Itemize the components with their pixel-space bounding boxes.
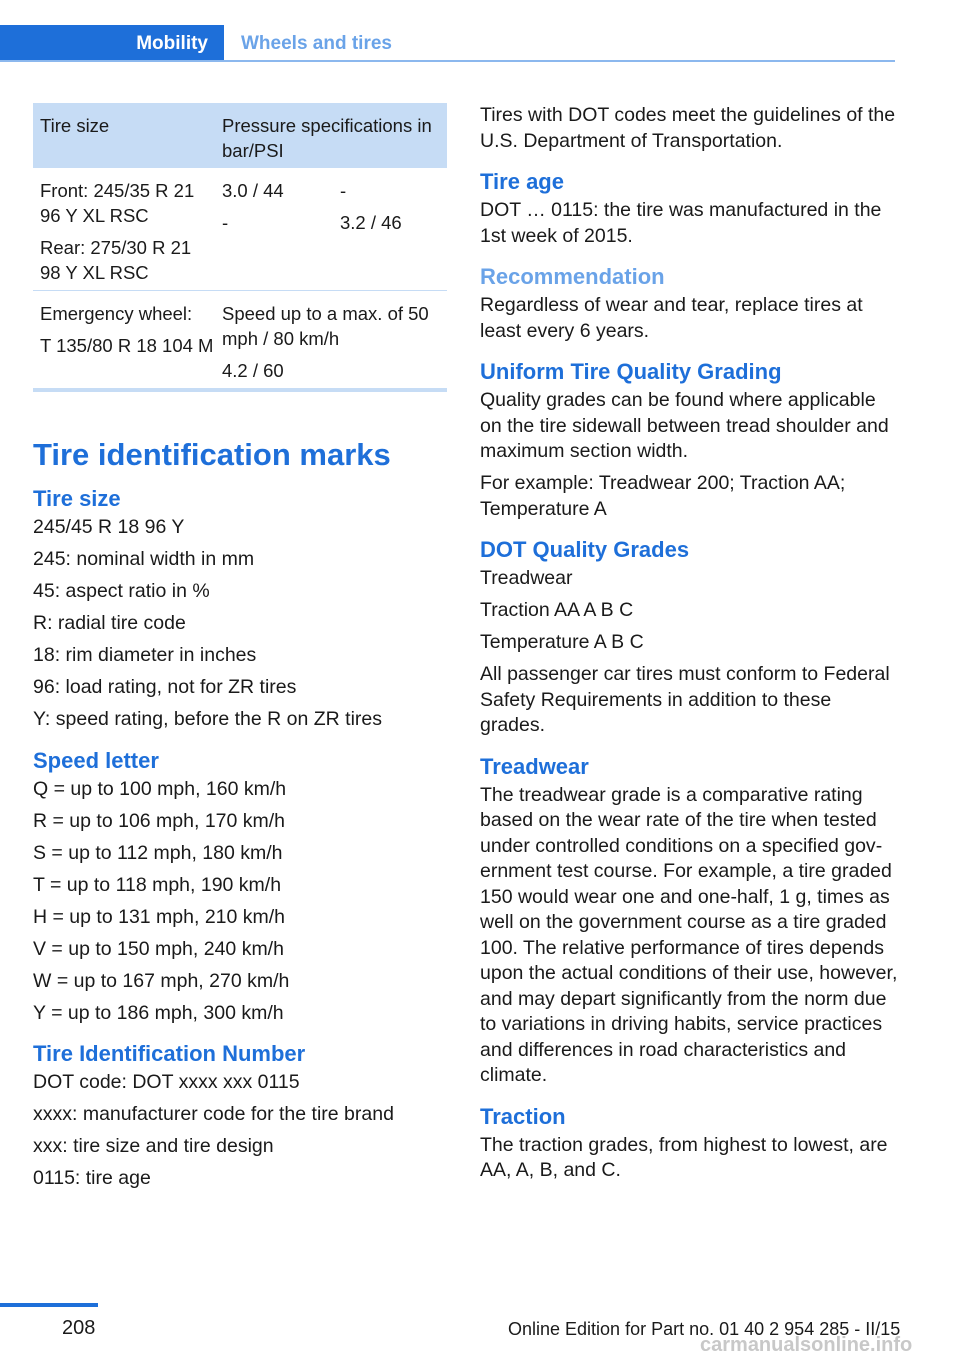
- section-title: Tire identification marks: [33, 437, 391, 472]
- dot-intro-paragraph: Tires with DOT codes meet the guidelines of the U.S. Department of Transportation.: [480, 104, 896, 152]
- subsection-tab-wheels-and-tires[interactable]: Wheels and tires: [241, 32, 392, 54]
- list-item: 45: aspect ratio in %: [33, 580, 210, 602]
- list-item: DOT code: DOT xxxx xxx 0115: [33, 1071, 300, 1093]
- traction-heading: Traction: [480, 1103, 566, 1129]
- header-divider: [0, 60, 895, 62]
- list-item: W = up to 167 mph, 270 km/h: [33, 969, 290, 992]
- utqg-example: For example: Treadwear 200; Traction AA; Temperature A: [480, 472, 846, 520]
- list-item: Q = up to 100 mph, 160 km/h: [33, 777, 287, 800]
- list-item: T = up to 118 mph, 190 km/h: [33, 873, 282, 896]
- speed-letter-heading: Speed letter: [33, 747, 159, 773]
- edition-text: Online Edition for Part no. 01 40 2 954 285 - II/15: [508, 1319, 901, 1339]
- list-item: Treadwear: [480, 567, 573, 589]
- treadwear-heading: Treadwear: [480, 753, 589, 779]
- list-item: 0115: tire age: [33, 1167, 151, 1189]
- right-column: [480, 103, 900, 1190]
- emergency-wheel-pressure-cell: [215, 301, 447, 388]
- emergency-pressure: 4.2 / 60: [222, 360, 284, 381]
- tire-age-heading: Tire age: [480, 169, 564, 194]
- pressure-b2: 3.2 / 46: [340, 212, 402, 233]
- list-item: 245: nominal width in mm: [33, 548, 255, 570]
- section-tab-mobility[interactable]: Mobility: [0, 25, 224, 62]
- dot-grades-heading: DOT Quality Grades: [480, 537, 690, 562]
- treadwear-paragraph: The treadwear grade is a comparative rating based on the wear rate of the tire when tested under controlled conditions on a specified government test course. For example, a tire graded 150 would wear one and one-half, 1 g, times as well on the government course as a tire graded 100. The relative performance of tires depends upon the actual conditions of their use, however, and may depart significantly from the norm due to variations in driving habits, service practices and differences in road characteristics and climate.: [480, 783, 898, 1086]
- list-item: Traction AA A B C: [480, 599, 634, 621]
- list-item: Temperature A B C: [480, 631, 644, 653]
- emergency-wheel-size: T 135/80 R 18 104 M: [40, 335, 214, 356]
- list-item: xxx: tire size and tire design: [33, 1135, 274, 1157]
- list-item: xxxx: manufacturer code for the tire brand: [33, 1103, 394, 1125]
- header-pressure: Pressure specifications in bar/PSI: [222, 115, 432, 161]
- chapter-header: [0, 25, 392, 62]
- tire-pressure-table: [33, 103, 447, 392]
- emergency-wheel-label: Emergency wheel:: [40, 303, 193, 324]
- table-row: [33, 291, 447, 392]
- tire-age-paragraph: DOT … 0115: the tire was manufactured in the 1st week of 2015.: [480, 199, 882, 247]
- pressure-cell-b: [340, 178, 447, 290]
- table-row: [33, 168, 447, 291]
- list-item: Y: speed rating, before the R on ZR tires: [33, 708, 383, 730]
- front-tire-size: Front: 245/35 R 21 96 Y XL RSC: [40, 180, 195, 226]
- pressure-a1: 3.0 / 44: [222, 180, 284, 201]
- list-item: R = up to 106 mph, 170 km/h: [33, 809, 286, 832]
- list-item: R: radial tire code: [33, 612, 186, 634]
- emergency-wheel-cell: [33, 301, 215, 388]
- watermark: carmanualsonline.info: [700, 1334, 913, 1356]
- list-item: 18: rim diameter in inches: [33, 644, 257, 666]
- list-item: H = up to 131 mph, 210 km/h: [33, 905, 286, 928]
- tin-heading: Tire Identification Number: [33, 1041, 306, 1066]
- utqg-paragraph: Quality grades can be found where applicable on the tire sidewall between tread shoulder and maximum section width.: [480, 389, 889, 462]
- tire-size-cell: [33, 178, 215, 290]
- list-item: Y = up to 186 mph, 300 km/h: [33, 1001, 284, 1024]
- traction-paragraph: The traction grades, from highest to lowest, are AA, A, B, and C.: [480, 1133, 888, 1181]
- tire-size-heading: Tire size: [33, 486, 121, 511]
- list-item: 96: load rating, not for ZR tires: [33, 676, 297, 698]
- footer-divider: [0, 1303, 98, 1307]
- recommendation-paragraph: Regardless of wear and tear, replace tires at least every 6 years.: [480, 294, 863, 342]
- table-header-row: [33, 103, 447, 168]
- list-item: 245/45 R 18 96 Y: [33, 516, 185, 538]
- utqg-heading: Uniform Tire Quality Grading: [480, 359, 782, 384]
- list-item: S = up to 112 mph, 180 km/h: [33, 841, 283, 864]
- pressure-b1: -: [340, 180, 347, 201]
- page-number: 208: [62, 1317, 96, 1339]
- header-tire-size: Tire size: [40, 115, 110, 136]
- pressure-a2: -: [222, 212, 229, 233]
- rear-tire-size: Rear: 275/30 R 21 98 Y XL RSC: [40, 237, 192, 283]
- list-item: V = up to 150 mph, 240 km/h: [33, 937, 284, 960]
- left-column: [33, 435, 448, 1198]
- emergency-speed-limit: Speed up to a max. of 50 mph / 80 km/h: [222, 303, 429, 349]
- dot-grades-paragraph: All passenger car tires must conform to Federal Safety Requirements in addition to these grades.: [480, 663, 890, 736]
- pressure-cell-a: [215, 178, 340, 290]
- recommendation-heading: Recommendation: [480, 264, 665, 289]
